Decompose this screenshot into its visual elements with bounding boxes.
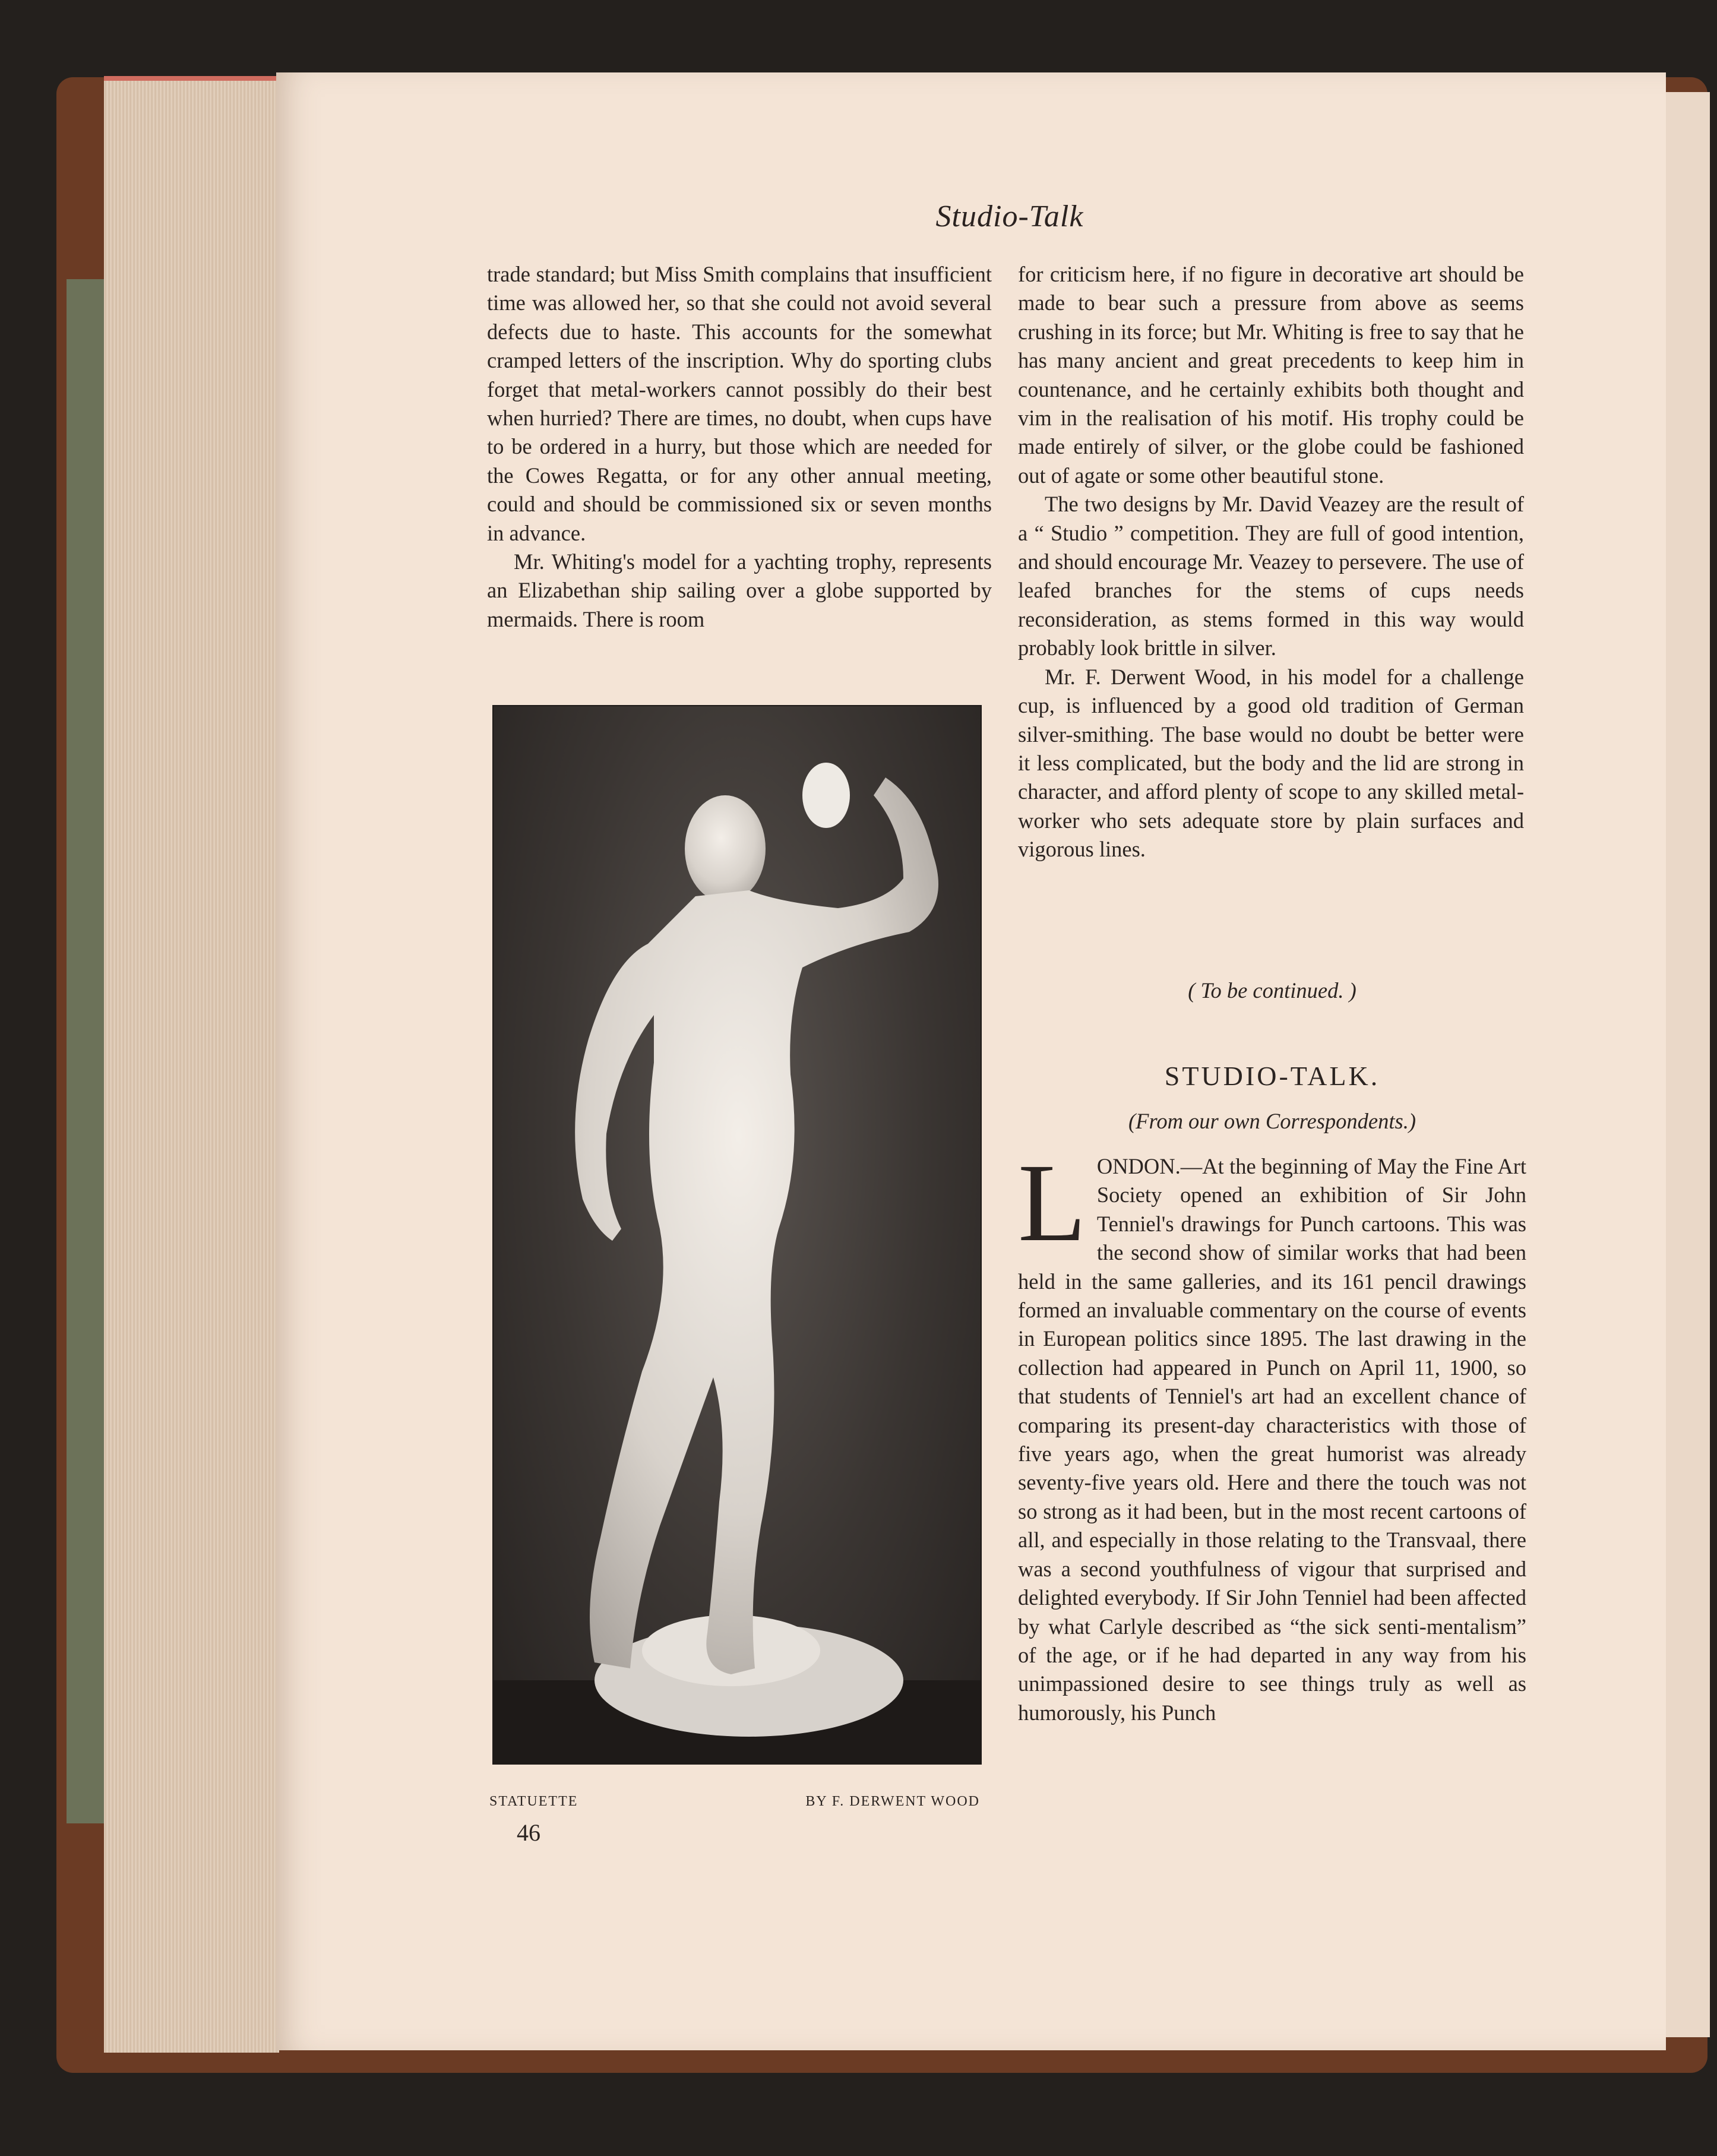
statuette-photograph (492, 705, 982, 1765)
figure-caption-credit: BY F. DERWENT WOOD (805, 1794, 980, 1809)
statuette-illustration (494, 706, 981, 1763)
running-head: Studio-Talk (935, 200, 1084, 233)
left-paragraph-2: Mr. Whiting's model for a yachting trophy, represents an Elizabethan ship sailing over a globe supported by mermaids. There is room (487, 549, 992, 631)
london-article (1018, 1140, 1526, 1727)
page-edges (104, 76, 279, 2053)
page-number: 46 (517, 1819, 540, 1846)
book-spine-cloth (67, 279, 108, 1823)
right-text-column-top (1018, 260, 1524, 864)
figure-caption-title: STATUETTE (489, 1794, 578, 1809)
to-be-continued: ( To be continued. ) (1188, 978, 1356, 1003)
right-paragraph-1: for criticism here, if no figure in decorative art should be made to bear such a pressure from above as seems crushing in its force; but Mr. Whiting is free to say that he has many ancient and great precedents to keep him in countenance, and he certainly exhibits both thought and vim in the realisation of his motif. His trophy could be made entirely of silver, or the globe could be fashioned out of agate or some other beautiful stone. (1018, 262, 1524, 488)
section-subheading: (From our own Correspondents.) (1128, 1109, 1416, 1133)
right-paragraph-3: Mr. F. Derwent Wood, in his model for a challenge cup, is influenced by a good old tradition of German silver-smithing. The base would no doubt be better were it less complicated, but the body and the lid are strong in character, and afford plenty of scope to any skilled metal-worker who sets adequate store by plain surfaces and vigorous lines. (1018, 664, 1524, 862)
section-heading: STUDIO-TALK. (1164, 1061, 1380, 1091)
london-article-body: ONDON.—At the beginning of May the Fine Art Society opened an exhibition of Sir John Tenniel's drawings for Punch cartoons. This was the second show of similar works that had been held in the same galleries, and its 161 pencil drawings formed an invaluable commentary on the course of events in European politics since 1895. The last drawing in the collection had appeared in Punch on April 11, 1900, so that students of Tenniel's art had an excellent chance of comparing its present-day characteristics with those of five years ago, when the great humorist was already seventy-five years old. Here and there the touch was not so strong as it had been, but in the most recent cartoons of all, and especially in those relating to the Transvaal, there was a second youthfulness of vigour that surprised and delighted everybody. If Sir John Tenniel had been affected by what Carlyle described as “the sick senti-mentalism” of the age, or if he had departed in any way from his unimpassioned desire to see things truly as well as humorously, his Punch (1018, 1154, 1526, 1725)
left-text-column (487, 260, 992, 634)
drop-cap: L (1018, 1140, 1086, 1264)
left-paragraph-1: trade standard; but Miss Smith complains that insufficient time was allowed her, so that she could not avoid several defects due to haste. This accounts for the somewhat cramped letters of the inscription. Why do sporting clubs forget that metal-workers cannot possibly do their best when hurried? There are times, no doubt, when cups have to be ordered in a hurry, but those which are needed for the Cowes Regatta, or for any other annual meeting, could and should be commissioned six or seven months in advance. (487, 262, 992, 545)
right-paragraph-2: The two designs by Mr. David Veazey are the result of a “ Studio ” competition. They are full of good intention, and should encourage Mr. Veazey to persevere. The use of leafed branches for the stems of cups needs reconsideration, as stems formed in this way would probably look brittle in silver. (1018, 492, 1524, 660)
